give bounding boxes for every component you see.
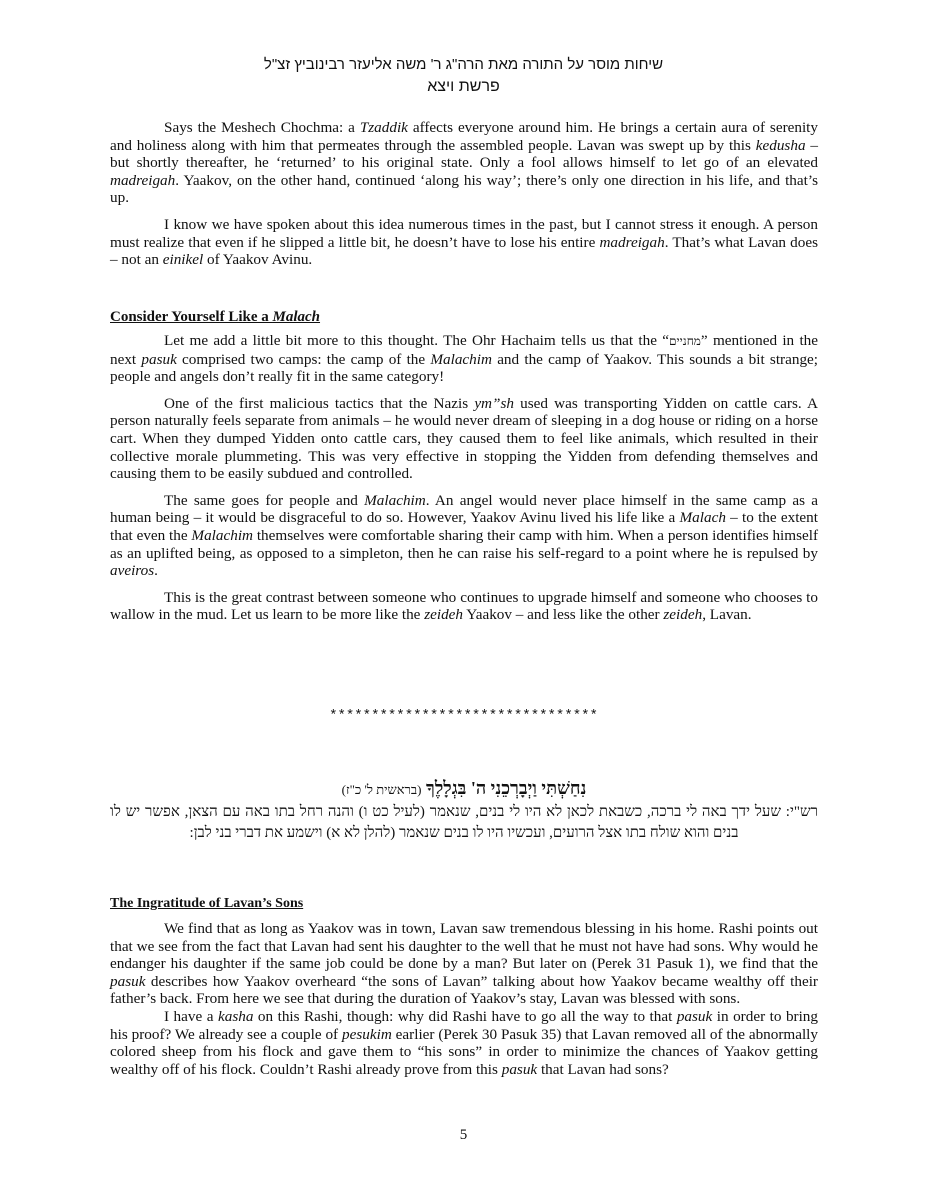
italic-term: pasuk: [676, 1007, 713, 1025]
text-run: One of the first malicious tactics that the Nazis: [164, 394, 475, 412]
text-run: and the camp of Yaakov. This sounds a bit strange; people and angels don’t really fit in the same category!: [110, 350, 818, 386]
italic-term: kasha: [217, 1007, 254, 1025]
text-run: Let me add a little bit more to this thought. The Ohr Hachaim tells us that the “: [164, 332, 670, 349]
body-part-3: [110, 920, 818, 1078]
text-run: We find that as long as Yaakov was in town, Lavan saw tremendous blessing in his home. Rashi points out that we see from the fact that Lavan had sent his daughter to the well that he must not have had sons. Why would he endanger his daughter if the same job could be done by a man? But later on (Perek 31 Pasuk 1), we find that the: [110, 920, 818, 973]
text-run: used was transporting Yidden on cattle cars. A person naturally feels separate from animals – he would never dream of sleeping in a dog house or riding on a horse cart. When they dumped Yidden onto cattle cars, they caused them to feel like animals, which resulted in their collective morale plummeting. This was very effective in stopping the Yidden from defending themselves and causing them to be easily subdued and controlled.: [110, 394, 818, 483]
text-run: I know we have spoken about this idea numerous times in the past, but I cannot stress it enough. A person must realize that even if he slipped a little bit, he doesn’t have to lose his entire: [110, 215, 818, 251]
text-run: This is the great contrast between someone who continues to upgrade himself and someone who chooses to wallow in the mud. Let us learn to be more like the: [110, 588, 818, 624]
paragraph: [110, 589, 818, 624]
text-run: describes how Yaakov overheard “the sons of Lavan” talking about how Yaakov became wealthy off their father’s back. From here we see that during the duration of Yaakov’s stay, Lavan was blessed with sons.: [110, 972, 818, 1008]
text-run: I have a: [164, 1007, 218, 1025]
rashi-commentary: רש"י: שעל ידך באה לי ברכה, כשבאת לכאן לא היו לי בנים, שנאמר (לעיל כט ו) והנה רחל בתו באה עם הצאן, אפשר יש לו בנים והוא שולח בתו אצל הרועים, ועכשיו היו לו בנים שנאמר (להלן לא א) וישמע את דברי בני לבן:: [110, 804, 818, 841]
italic-term: Malachim: [191, 526, 254, 544]
italic-term: pasuk: [110, 972, 146, 990]
header-line-1: שיחות מוסר על התורה מאת הרה"ג ר' משה אליעזר רבינוביץ זצ"ל: [263, 56, 664, 73]
page-number: 5: [459, 1127, 468, 1143]
text-run: comprised two camps: the camp of the: [176, 350, 431, 368]
text-run: of Yaakov Avinu.: [203, 251, 313, 269]
text-run: . Yaakov, on the other hand, continued ‘along his way’; there’s only one direction in his life, and that’s up.: [110, 171, 818, 207]
body-part-1: [110, 119, 818, 269]
section-title: Consider Yourself Like a Malach: [110, 309, 321, 325]
body-part-2: [110, 332, 818, 624]
text-run: – to the extent that even the: [110, 509, 818, 544]
section-heading-malach: [110, 306, 818, 326]
italic-term: Malachim: [364, 491, 426, 509]
text-run: Says the Meshech Chochma: a: [164, 119, 360, 136]
text-run: . An angel would never place himself in the same camp as a human being – it would be disgraceful to do so. However, Yaakov Avinu lived his life like a: [110, 491, 818, 527]
italic-term: madreigah: [110, 171, 176, 189]
text-run: earlier (Perek 30 Pasuk 35) that Lavan removed all of the abnormally colored sheep from his flock and gave them to “his sons” in order to minimize the chances of Yaakov getting wealthy off of his flock. Couldn’t Rashi already prove from this: [110, 1025, 818, 1078]
italic-term: zeideh: [663, 606, 703, 624]
italic-term: ym”sh: [474, 394, 514, 412]
header-parsha: פרשת ויצא: [427, 78, 500, 95]
italic-term: Malach: [679, 509, 726, 527]
text-run: – but shortly thereafter, he ‘returned’ to his original state. Only a fool allows himself to let go of an elevated: [110, 136, 819, 172]
text-run: themselves were comfortable sharing their camp with him. When a person identifies himself as an uplifted being, as opposed to a simpleton, then he can raise his self-regard to a point where he is repulsed by: [110, 526, 818, 562]
section-title: The Ingratitude of Lavan’s Sons: [110, 896, 304, 911]
pasuk-quote: נִחַשְׁתִּי וַיְבָרְכֵנִי ה' בִּגְלָלֶךָ (בראשית ל' כ"ז): [341, 778, 587, 798]
italic-term: Tzaddik: [359, 119, 408, 136]
text-run: The same goes for people and: [164, 491, 365, 509]
italic-term: zeideh: [424, 606, 464, 624]
italic-term: pasuk: [501, 1060, 538, 1078]
italic-term: Malachim: [430, 350, 492, 368]
italic-term: pesukim: [342, 1025, 392, 1043]
italic-term: aveiros: [110, 562, 155, 580]
text-run: ” mentioned in the next: [110, 332, 818, 368]
text-run: Yaakov – and less like the other: [463, 606, 664, 624]
text-run: .: [154, 562, 158, 580]
text-run: on this Rashi, though: why did Rashi have to go all the way to that: [253, 1007, 677, 1025]
paragraph: [110, 216, 818, 269]
text-run: , Lavan.: [702, 606, 752, 624]
section-heading-ingratitude: [110, 892, 818, 912]
italic-term: einikel: [162, 251, 204, 269]
italic-term: kedusha: [755, 136, 806, 154]
paragraph: [110, 492, 818, 580]
paragraph: [110, 395, 818, 483]
paragraph: [110, 332, 818, 386]
paragraph: [110, 1008, 818, 1078]
text-run: that Lavan had sons?: [537, 1060, 669, 1078]
italic-term: מחניים: [669, 334, 701, 348]
text-run: in order to bring his proof? We already see a couple of: [110, 1007, 818, 1043]
paragraph: [110, 920, 818, 1008]
text-run: affects everyone around him. He brings a certain aura of serenity and holiness along with him that permeates through the assembled people. Lavan was swept up by this: [110, 119, 818, 154]
text-run: . That’s what Lavan does – not an: [110, 233, 818, 269]
italic-term: madreigah: [599, 233, 665, 251]
italic-term: pasuk: [141, 350, 177, 368]
paragraph: [110, 119, 818, 207]
separator: ********************************: [329, 708, 598, 724]
